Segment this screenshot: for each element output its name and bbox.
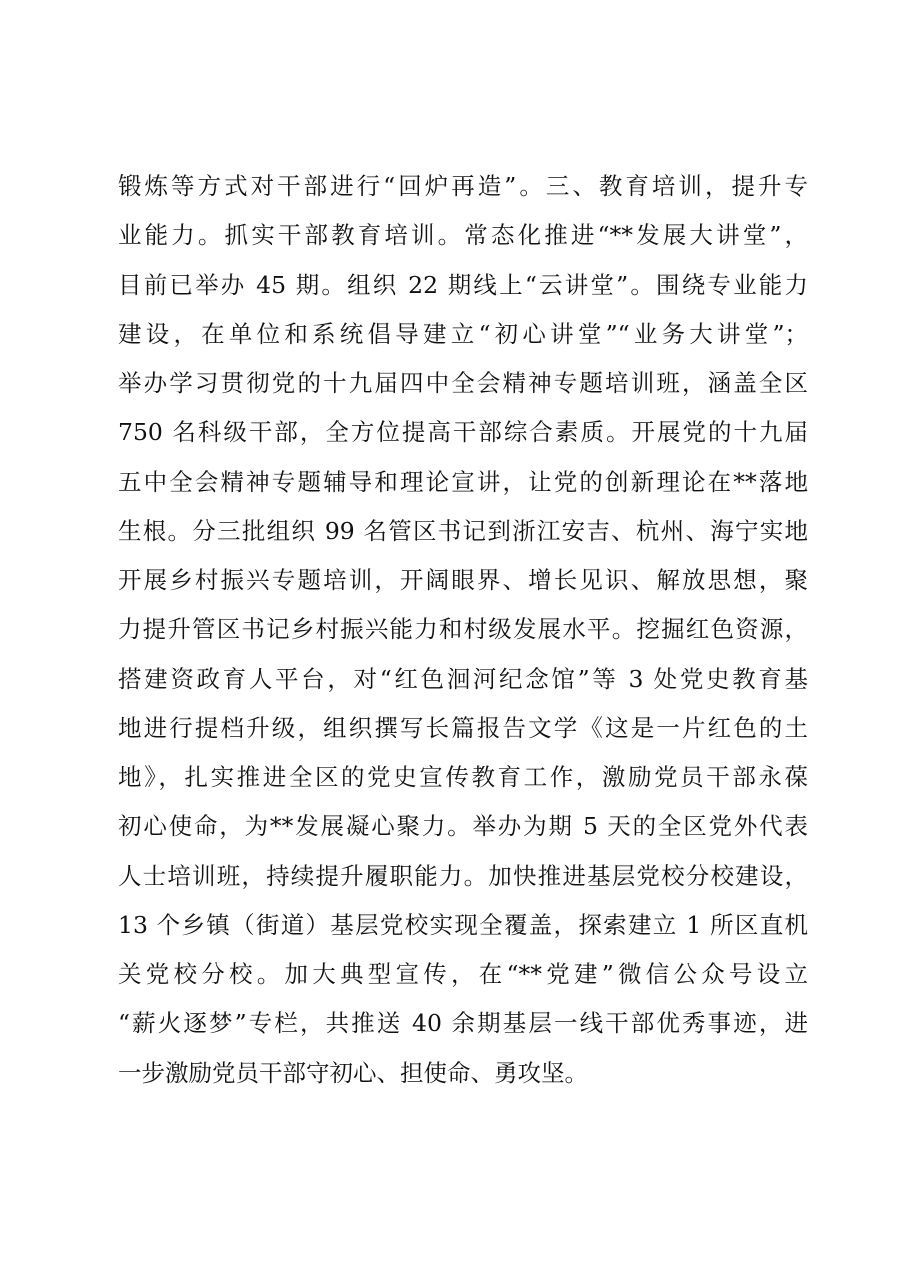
paragraph-line: 力提升管区书记乡村振兴能力和村级发展水平。挖掘红色资源，: [118, 615, 808, 644]
paragraph-line: 13 个乡镇（街道）基层党校实现全覆盖，探索建立 1 所区直机: [118, 910, 808, 939]
paragraph-line: 锻炼等方式对干部进行“回炉再造”。三、教育培训，提升专: [118, 172, 808, 200]
paragraph-line: 750 名科级干部，全方位提高干部综合素质。开展党的十九届: [118, 418, 808, 447]
paragraph-line: 一步激励党员干部守初心、担使命、勇攻坚。: [118, 1058, 588, 1087]
body-paragraph: [118, 162, 808, 1098]
paragraph-line: 建设，在单位和系统倡导建立“初心讲堂”“业务大讲堂”；: [118, 319, 808, 348]
paragraph-line: 关党校分校。加大典型宣传，在“**党建”微信公众号设立: [118, 960, 808, 988]
paragraph-line: 地》，扎实推进全区的党史宣传教育工作，激励党员干部永葆: [118, 763, 808, 791]
paragraph-line: “薪火逐梦”专栏，共推送 40 余期基层一线干部优秀事迹，进: [118, 1009, 808, 1038]
paragraph-line: 初心使命，为**发展凝心聚力。举办为期 5 天的全区党外代表: [118, 812, 808, 841]
paragraph-line: 人士培训班，持续提升履职能力。加快推进基层党校分校建设，: [118, 861, 808, 890]
paragraph-line: 举办学习贯彻党的十九届四中全会精神专题培训班，涵盖全区: [118, 369, 808, 397]
paragraph-line: 生根。分三批组织 99 名管区书记到浙江安吉、杭州、海宁实地: [118, 516, 808, 545]
paragraph-line: 目前已举办 45 期。组织 22 期线上“云讲堂”。围绕专业能力: [118, 270, 808, 299]
paragraph-line: 开展乡村振兴专题培训，开阔眼界、增长见识、解放思想，聚: [118, 566, 808, 594]
paragraph-line: 业能力。抓实干部教育培训。常态化推进“**发展大讲堂”，: [118, 221, 808, 250]
paragraph-line: 地进行提档升级，组织撰写长篇报告文学《这是一片红色的土: [118, 713, 808, 742]
paragraph-line: 搭建资政育人平台，对“红色洄河纪念馆”等 3 处党史教育基: [118, 664, 808, 693]
paragraph-line: 五中全会精神专题辅导和理论宣讲，让党的创新理论在**落地: [118, 467, 808, 496]
